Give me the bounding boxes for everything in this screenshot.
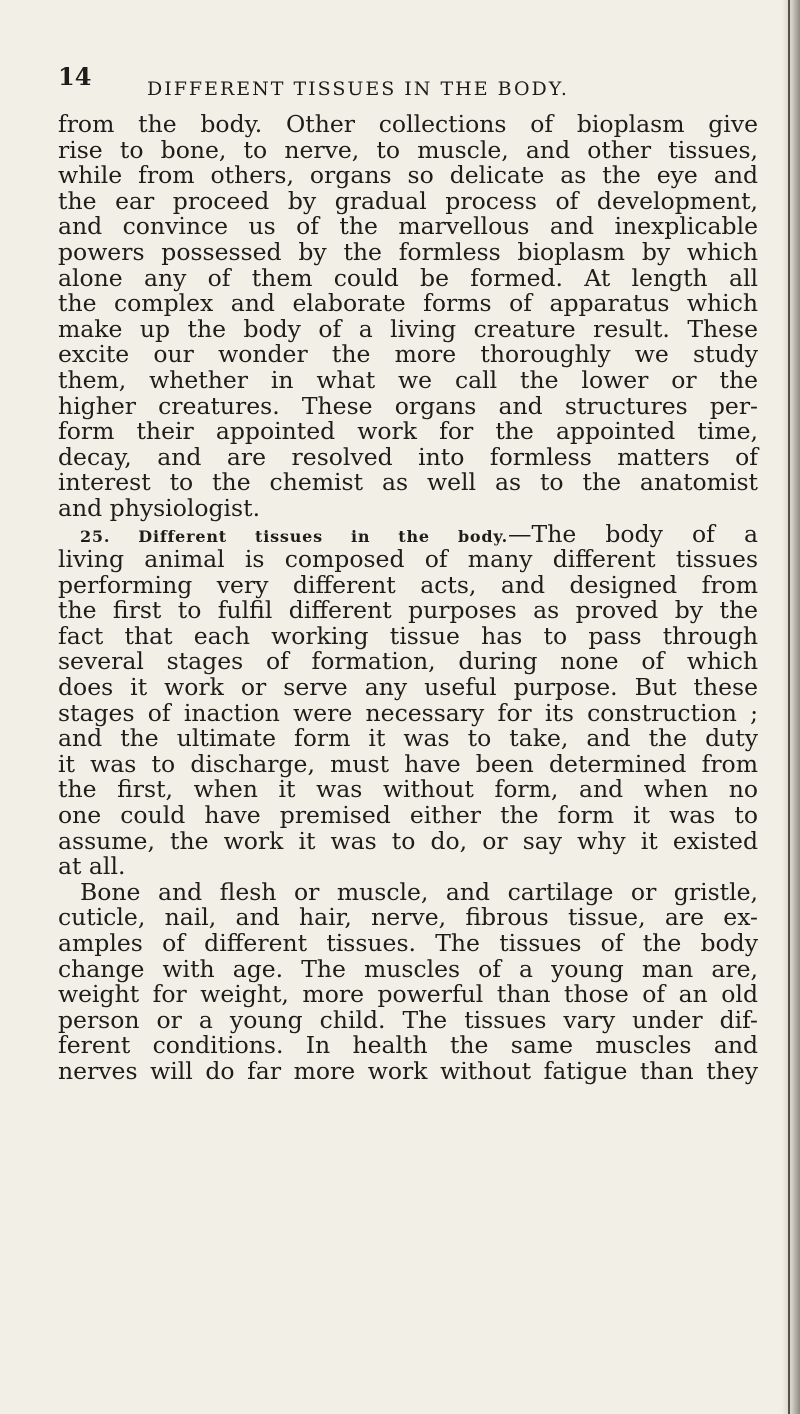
page-edge-line [788, 0, 790, 1414]
text-line: and convince us of the marvellous and inexplicable [58, 212, 758, 241]
text-line: the first to fulfil different purposes as proved by the [58, 596, 758, 625]
text-line: them, whether in what we call the lower or the [58, 365, 758, 394]
text-line: assume, the work it was to do, or say why it existed [58, 826, 758, 855]
text-line: rise to bone, to nerve, to muscle, and other tissues, [58, 135, 758, 164]
text-line: the complex and elaborate forms of apparatus which [58, 289, 758, 318]
text-line: the ear proceed by gradual process of development, [58, 186, 758, 215]
text-line: and the ultimate form it was to take, and the duty [58, 724, 758, 753]
text-line: while from others, organs so delicate as the eye and [58, 161, 758, 190]
text-line: performing very different acts, and designed from [58, 570, 758, 599]
text-line: powers possessed by the formless bioplasm by which [58, 237, 758, 266]
text-line: excite our wonder the more thoroughly we study [58, 340, 758, 369]
text-line: form their appointed work for the appointed time, [58, 417, 758, 446]
text-line: at all. [58, 852, 126, 881]
section-first-line-rest: —The body of a [508, 519, 759, 548]
text-line: amples of different tissues. The tissues of the body [58, 929, 758, 957]
text-line: make up the body of a living creature result. These [58, 314, 758, 343]
text-line: living animal is composed of many different tissues [58, 545, 758, 574]
section-first-line [58, 519, 759, 548]
text-line: and physiologist. [58, 493, 261, 522]
text-line: interest to the chemist as well as to the anatomist [58, 468, 758, 497]
text-line: person or a young child. The tissues vary under dif- [58, 1005, 758, 1034]
text-line: it was to discharge, must have been determined from [58, 749, 758, 778]
text-line: Bone and flesh or muscle, and cartilage or gristle, [80, 877, 758, 906]
text-line: weight for weight, more powerful than those of an old [58, 980, 758, 1009]
text-line: cuticle, nail, and hair, nerve, fibrous tissue, are ex- [58, 903, 758, 932]
text-line: from the body. Other collections of bioplasm give [58, 110, 758, 138]
text-line: alone any of them could be formed. At length all [58, 263, 758, 292]
section-heading: 25. Different tissues in the body. [80, 526, 509, 546]
text-line: fact that each working tissue has to pass through [58, 621, 758, 650]
text-line: change with age. The muscles of a young man are, [58, 954, 758, 983]
text-line: several stages of formation, during none of which [58, 647, 758, 676]
text-line: higher creatures. These organs and structures per- [58, 391, 758, 420]
page-edge-shadow [782, 0, 800, 1414]
text-line: ferent conditions. In health the same muscles and [58, 1031, 758, 1060]
text-line: decay, and are resolved into formless matters of [58, 442, 758, 471]
text-line: one could have premised either the form it was to [58, 801, 758, 830]
page-number: 14 [58, 62, 92, 91]
text-line: the first, when it was without form, and when no [58, 775, 758, 804]
text-line: stages of inaction were necessary for its construction ; [58, 698, 758, 727]
running-head: DIFFERENT TISSUES IN THE BODY. [147, 78, 569, 100]
body-text [58, 112, 758, 1085]
text-line: does it work or serve any useful purpose. But these [58, 673, 758, 702]
text-line: nerves will do far more work without fatigue than they [58, 1056, 758, 1085]
